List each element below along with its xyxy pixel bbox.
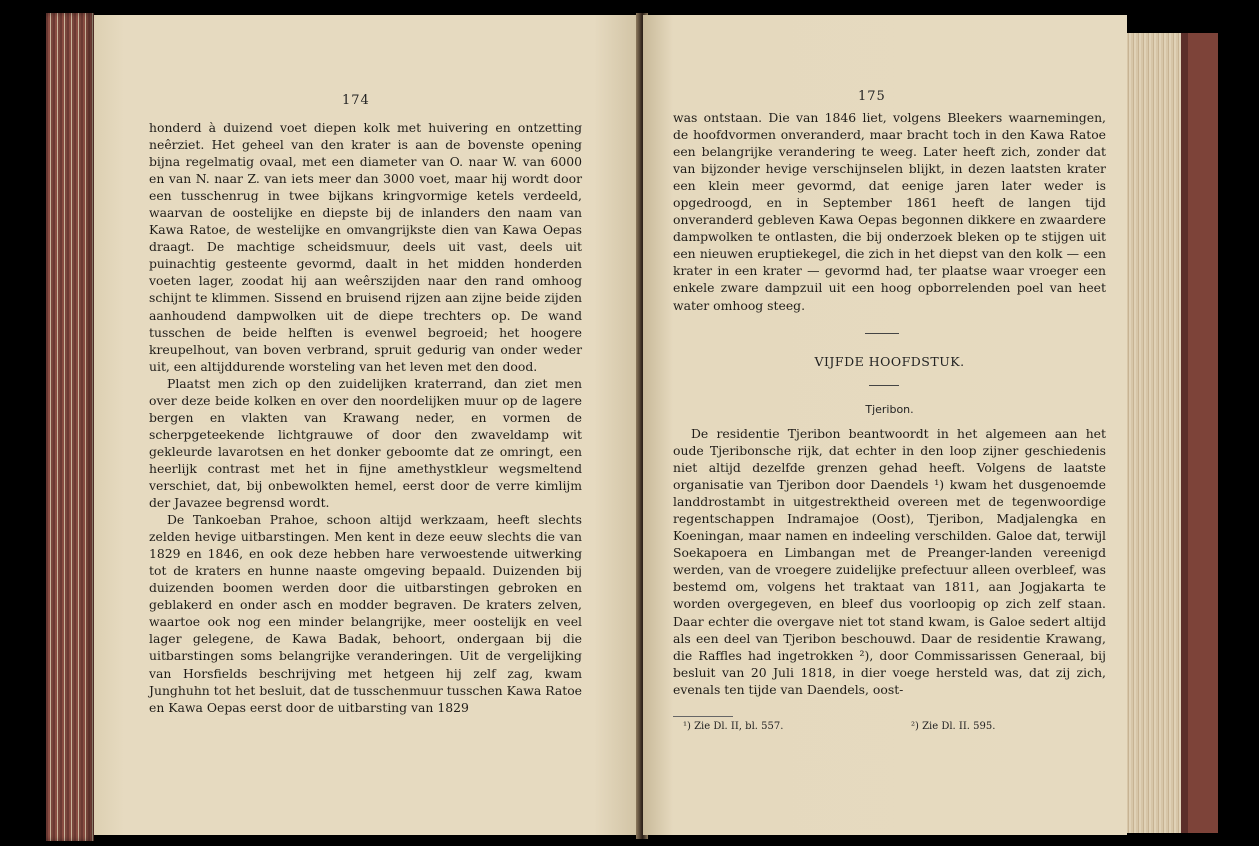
footnote: ²) Zie Dl. II. 595. <box>911 721 996 732</box>
footnote: ¹) Zie Dl. II, bl. 557. <box>683 721 784 732</box>
book-edge-right <box>1126 33 1218 833</box>
paragraph: was ontstaan. Die van 1846 liet, volgens Bleekers waarnemingen, de hoofdvormen onveranderd, maar bracht toch in den Kawa Ratoe een belangrijke verandering te weeg. Later heeft zich, zonder dat van bijzonder hevige verschijnselen blijkt, in dezen laatsten krater een klein meer gevormd, dat eenige jaren later weder is opgedroogd, en in September 1861 heeft de langen tijd onveranderd gebleven Kawa Oepas begonnen dikkere en zwaardere dampwolken te ontlasten, die bij onderzoek bleken op te stijgen uit een nieuwen eruptiekegel, die zich in het diepst van den kolk — een krater in een krater — gevormd had, ter plaatse waar vroeger een enkele zware dampzuil uit een hoog opborrelenden poel van heet water omhoog steeg. <box>673 110 1106 313</box>
book-edge-left <box>46 13 94 841</box>
left-page <box>94 15 642 835</box>
section-title: Tjeribon. <box>865 403 914 416</box>
divider <box>869 385 899 386</box>
divider <box>865 333 899 334</box>
chapter-text <box>673 425 1106 698</box>
page-number: 175 <box>858 89 886 104</box>
page-number: 174 <box>342 93 370 108</box>
left-page-text <box>149 119 582 716</box>
paragraph: Plaatst men zich op den zuidelijken kraterrand, dan ziet men over deze beide kolken en over den noordelijken muur op de lagere bergen en vlakten van Krawang neder, en vormen de scherpgeteekende lichtgrauwe of door den zwaveldamp wit gekleurde lavarotsen en het donker geboomte dat ze omringt, een heerlijk contrast met het in fijne amethystkleur wegsmeltend verschiet, dat, bij onbewolkten hemel, eerst door de verre kimlijm der Javazee begrensd wordt. <box>149 375 582 511</box>
right-page-text <box>673 109 1106 314</box>
paragraph: De Tankoeban Prahoe, schoon altijd werkzaam, heeft slechts zelden hevige uitbarstingen. Men kent in deze eeuw slechts die van 1829 en 1846, en ook deze hebben hare verwoestende uitwerking tot de kraters en hunne naaste omgeving bepaald. Duizenden bij duizenden boomen werden door die uitbarstingen gebroken en geblakerd en onder asch en modder begraven. De kraters zelven, waartoe ook nog een minder belangrijke, meer oostelijk en veel lager gelegene, de Kawa Badak, behoort, ondergaan bij die uitbarstingen soms belangrijke veranderingen. Uit de vergelijking van Horsfields beschrijving met hetgeen hij zelf zag, kwam Junghuhn tot het besluit, dat de tusschenmuur tusschen Kawa Ratoe en Kawa Oepas eerst door de uitbarsting van 1829 <box>149 512 582 715</box>
open-book <box>46 13 1218 841</box>
chapter-title: VIJFDE HOOFDSTUK. <box>814 354 965 369</box>
right-page <box>643 15 1127 835</box>
paragraph: De residentie Tjeribon beantwoordt in het algemeen aan het oude Tjeribonsche rijk, dat echter in den loop zijner geschiedenis niet altijd dezelfde grenzen gehad heeft. Volgens de laatste organisatie van Tjeribon door Daendels ¹) kwam het dusgenoemde landdrostambt in uitgestrektheid overeen met de tegenwoordige regentschappen Indramajoe (Oost), Tjeribon, Madjalengka en Koeningan, maar namen en indeeling verschilden. Galoe dat, terwijl Soekapoera en Limbangan met de Preanger-landen vereenigd werden, van de vroegere zuidelijke prefectuur alleen overbleef, was bestemd om, volgens het traktaat van 1811, aan Jogjakarta te worden overgegeven, en bleef dus voorloopig op zich zelf staan. Daar echter die overgave niet tot stand kwam, is Galoe sedert altijd als een deel van Tjeribon beschouwd. Daar de residentie Krawang, die Raffles had ingetrokken ²), door Commissarissen Generaal, bij besluit van 20 Juli 1818, in dier voege hersteld was, dat zij zich, evenals ten tijde van Daendels, oost- <box>673 426 1106 697</box>
footnote-rule <box>673 716 733 717</box>
paragraph: honderd à duizend voet diepen kolk met huivering en ontzetting neêrziet. Het geheel van den krater is aan de bovenste opening bijna regelmatig ovaal, met een diameter van O. naar W. van 6000 en van N. naar Z. van iets meer dan 3000 voet, maar hij wordt door een tusschenrug in twee bijkans kringvormige ketels verdeeld, waarvan de oostelijke en diepste bij de inlanders den naam van Kawa Ratoe, de westelijke en omvangrijkste dien van Kawa Oepas draagt. De machtige scheidsmuur, deels uit vast, deels uit puinachtig gesteente gevormd, daalt in het midden honderden voeten lager, zoodat hij aan weêrszijden naar den rand omhoog schijnt te klimmen. Sissend en bruisend rijzen aan zijne beide zijden aanhoudend dampwolken uit de diepe trechters op. De wand tusschen de beide helften is evenwel begroeid; het hoogere kreupelhout, van boven verbrand, spruit gedurig van onder weder uit, een altijddurende worsteling van het leven met den dood. <box>149 120 582 374</box>
